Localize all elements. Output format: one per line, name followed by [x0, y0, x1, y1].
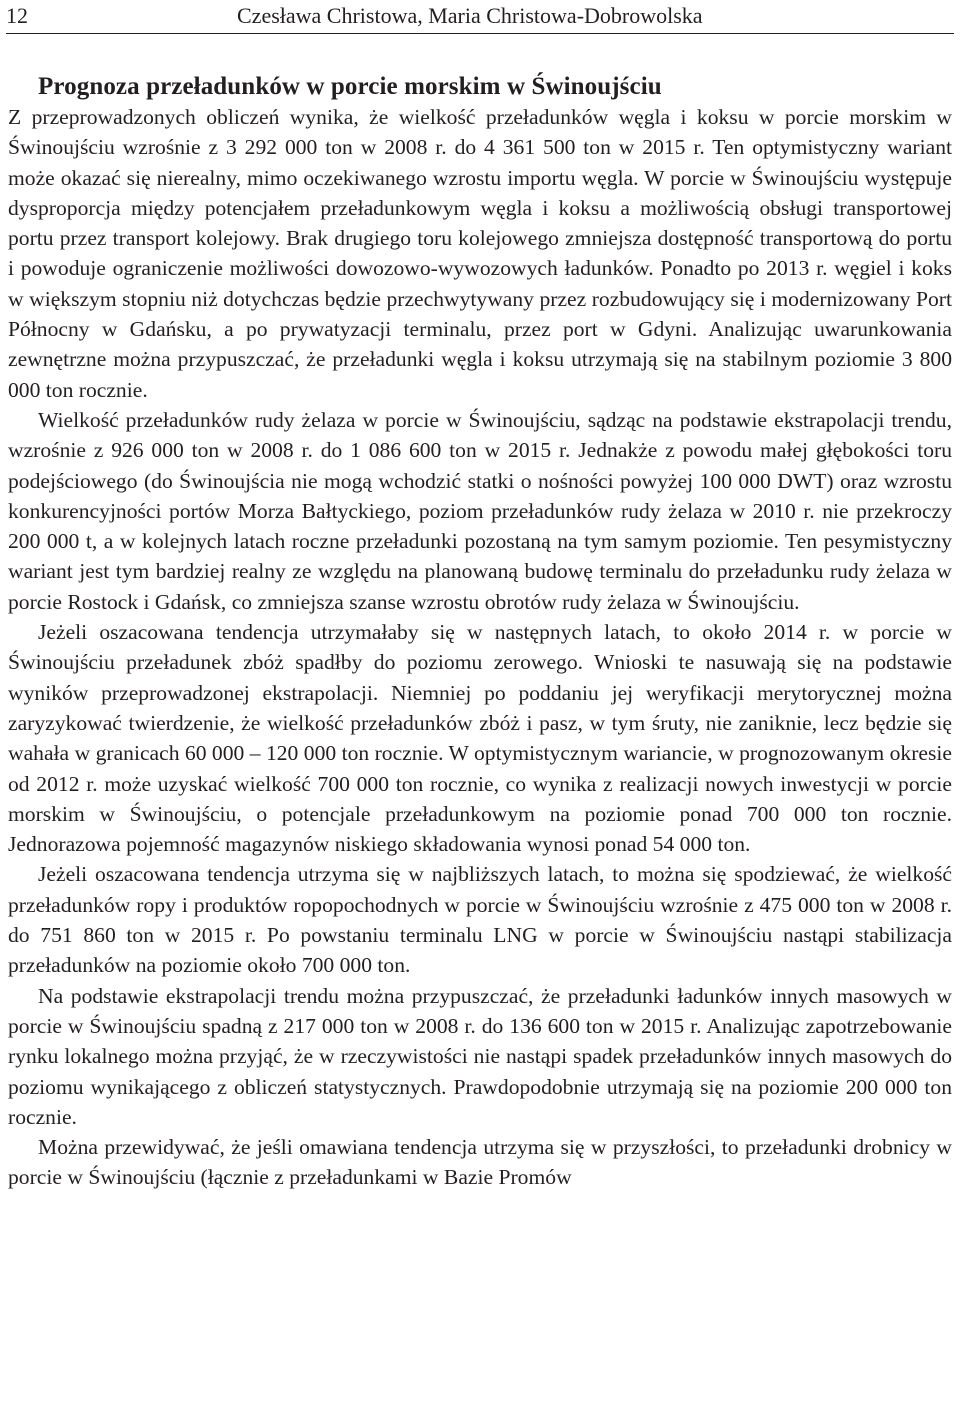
- running-head: [6, 0, 954, 34]
- running-head-authors: Czesława Christowa, Maria Christowa-Dobrowolska: [237, 3, 703, 28]
- paragraph-iron-ore: Wielkość przeładunków rudy żelaza w porcie w Świnoujściu, sądząc na podstawie ekstrapolacji trendu, wzrośnie z 926 000 ton w 2008 r. do 1 086 600 ton w 2015 r. Jednakże z powodu małej głębokości toru podejściowego (do Świnoujścia nie mogą wchodzić statki o nośności powyżej 100 000 DWT) oraz wzrostu konkurencyjności portów Morza Bałtyckiego, poziom przeładunków rudy żelaza w 2010 r. nie przekroczy 200 000 t, a w kolejnych latach roczne przeładunki pozostaną na tym samym poziomie. Ten pesymistyczny wariant jest tym bardziej realny ze względu na planowaną budowę terminalu do przeładunku rudy żelaza w porcie Rostock i Gdańsk, co zmniejsza szanse wzrostu obrotów rudy żelaza w Świnoujściu.: [8, 407, 952, 614]
- paragraph-oil: Jeżeli oszacowana tendencja utrzyma się w najbliższych latach, to można się spodziewać, że wielkość przeładunków ropy i produktów ropopochodnych w porcie w Świnoujściu wzrośnie z 475 000 ton w 2008 r. do 751 860 ton w 2015 r. Po powstaniu terminalu LNG w porcie w Świnoujściu nastąpi stabilizacja przeładunków na poziomie około 700 000 ton.: [8, 862, 952, 978]
- paragraph-other-bulk: Na podstawie ekstrapolacji trendu można przypuszczać, że przeładunki ładunków innych masowych w porcie w Świnoujściu spadną z 217 000 ton w 2008 r. do 136 600 ton w 2015 r. Analizując zapotrzebowanie rynku lokalnego można przyjąć, że w rzeczywistości nie nastąpi spadek przeładunków innych masowych do poziomu wynikającego z obliczeń statystycznych. Prawdopodobnie utrzymają się na poziomie 200 000 ton rocznie.: [8, 983, 952, 1129]
- paragraph-grain: Jeżeli oszacowana tendencja utrzymałaby się w następnych latach, to około 2014 r. w porcie w Świnoujściu przeładunek zbóż spadłby do poziomu zerowego. Wnioski te nasuwają się na podstawie wyników przeprowadzonej ekstrapolacji. Niemniej po poddaniu jej weryfikacji merytorycznej można zaryzykować twierdzenie, że wielkość przeładunków zbóż i pasz, w tym śruty, nie zaniknie, lecz będzie się wahała w granicach 60 000 – 120 000 ton rocznie. W optymistycznym wariancie, w prognozowanym okresie od 2012 r. może uzyskać wielkość 700 000 ton rocznie, co wynika z realizacji nowych inwestycji w porcie morskim w Świnoujściu, o potencjale przeładunkowym na poziomie ponad 700 000 ton rocznie. Jednorazowa pojemność magazynów niskiego składowania wynosi ponad 54 000 ton.: [8, 620, 952, 857]
- section-title: Prognoza przeładunków w porcie morskim w Świnoujściu: [38, 73, 662, 100]
- page-number: 12: [6, 3, 28, 28]
- article-body: [8, 72, 952, 1193]
- paragraph-coal-coke: Z przeprowadzonych obliczeń wynika, że wielkość przeładunków węgla i koksu w porcie morskim w Świnoujściu wzrośnie z 3 292 000 ton w 2008 r. do 4 361 500 ton w 2015 r. Ten optymistyczny wariant może okazać się nierealny, mimo oczekiwanego wzrostu importu węgla. W porcie w Świnoujściu występuje dysproporcja między potencjałem przeładunkowym węgla i koksu a możliwością obsługi transportowej portu przez transport kolejowy. Brak drugiego toru kolejowego zmniejsza dostępność transportową do portu i powoduje ograniczenie możliwości dowozowo-wywozowych ładunków. Ponadto po 2013 r. węgiel i koks w większym stopniu niż dotychczas będzie przechwytywany przez rozbudowujący się i modernizowany Port Północny w Gdańsku, a po prywatyzacji terminalu, przez port w Gdyni. Analizując uwarunkowania zewnętrzne można przypuszczać, że przeładunki węgla i koksu utrzymają się na stabilnym poziomie 3 800 000 ton rocznie.: [8, 105, 952, 402]
- paragraph-general-cargo: Można przewidywać, że jeśli omawiana tendencja utrzyma się w przyszłości, to przeładunki drobnicy w porcie w Świnoujściu (łącznie z przeładunkami w Bazie Promów: [8, 1135, 952, 1190]
